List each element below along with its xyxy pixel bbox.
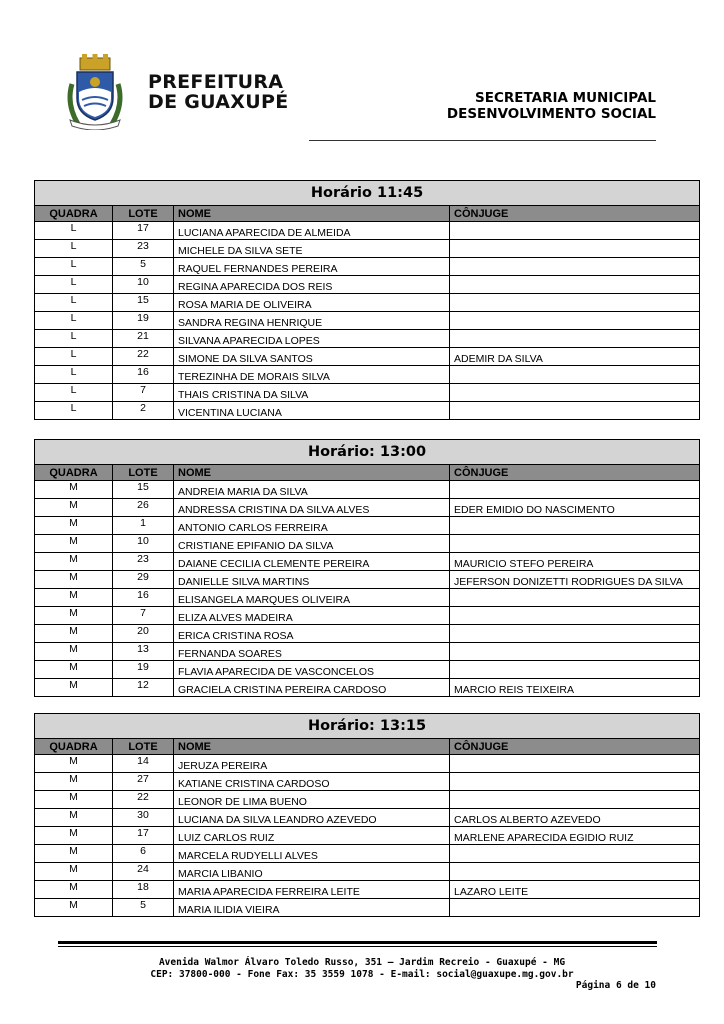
cell-quadra: M [35,809,113,827]
cell-nome: REGINA APARECIDA DOS REIS [174,276,450,294]
table-row [35,276,700,294]
column-header-lote: LOTE [113,206,174,222]
cell-quadra: M [35,773,113,791]
cell-lote: 15 [113,481,174,499]
cell-conjuge [450,899,700,917]
brand-name [148,72,289,112]
cell-quadra: L [35,402,113,420]
cell-nome: SANDRA REGINA HENRIQUE [174,312,450,330]
cell-conjuge [450,589,700,607]
column-header-nome: NOME [174,465,450,481]
cell-lote: 17 [113,222,174,240]
cell-conjuge [450,791,700,809]
table-row [35,517,700,535]
table-row [35,809,700,827]
cell-lote: 10 [113,535,174,553]
cell-conjuge [450,535,700,553]
schedule-table [34,439,700,697]
cell-nome: ANDREIA MARIA DA SILVA [174,481,450,499]
cell-conjuge [450,643,700,661]
cell-lote: 12 [113,679,174,697]
cell-lote: 20 [113,625,174,643]
cell-quadra: M [35,881,113,899]
table-row [35,881,700,899]
column-header-row [35,739,700,755]
cell-nome: GRACIELA CRISTINA PEREIRA CARDOSO [174,679,450,697]
cell-lote: 16 [113,366,174,384]
cell-nome: SILVANA APARECIDA LOPES [174,330,450,348]
table-row [35,402,700,420]
cell-conjuge [450,294,700,312]
cell-lote: 7 [113,384,174,402]
cell-nome: LUIZ CARLOS RUIZ [174,827,450,845]
cell-lote: 23 [113,553,174,571]
cell-lote: 2 [113,402,174,420]
department-line1: SECRETARIA MUNICIPAL [475,90,656,106]
table-row [35,661,700,679]
department-name [447,90,656,122]
cell-quadra: L [35,240,113,258]
cell-nome: ERICA CRISTINA ROSA [174,625,450,643]
table-row [35,899,700,917]
table-row [35,240,700,258]
schedule-table [34,713,700,917]
table-row [35,863,700,881]
table-row [35,679,700,697]
table-row [35,553,700,571]
table-row [35,607,700,625]
cell-quadra: L [35,330,113,348]
cell-nome: RAQUEL FERNANDES PEREIRA [174,258,450,276]
table-row [35,294,700,312]
column-header-lote: LOTE [113,739,174,755]
cell-quadra: M [35,571,113,589]
cell-conjuge [450,625,700,643]
cell-quadra: M [35,535,113,553]
municipal-coat-of-arms-icon [64,54,126,130]
cell-nome: LEONOR DE LIMA BUENO [174,791,450,809]
table-row [35,755,700,773]
cell-conjuge [450,330,700,348]
cell-lote: 30 [113,809,174,827]
footer-divider-thin [58,946,657,947]
header-divider [309,140,656,141]
table-row [35,791,700,809]
cell-conjuge [450,366,700,384]
cell-lote: 27 [113,773,174,791]
cell-lote: 17 [113,827,174,845]
cell-lote: 18 [113,881,174,899]
section-title-row [35,714,700,739]
cell-quadra: L [35,294,113,312]
cell-nome: MARIA ILIDIA VIEIRA [174,899,450,917]
table-row [35,535,700,553]
cell-conjuge [450,402,700,420]
cell-quadra: M [35,661,113,679]
cell-quadra: L [35,222,113,240]
cell-conjuge: CARLOS ALBERTO AZEVEDO [450,809,700,827]
cell-nome: VICENTINA LUCIANA [174,402,450,420]
cell-conjuge: MARLENE APARECIDA EGIDIO RUIZ [450,827,700,845]
cell-nome: CRISTIANE EPIFANIO DA SILVA [174,535,450,553]
cell-conjuge [450,845,700,863]
table-row [35,481,700,499]
cell-nome: TEREZINHA DE MORAIS SILVA [174,366,450,384]
cell-lote: 6 [113,845,174,863]
cell-conjuge [450,222,700,240]
cell-quadra: M [35,899,113,917]
column-header-nome: NOME [174,739,450,755]
table-row [35,773,700,791]
cell-quadra: L [35,348,113,366]
cell-lote: 14 [113,755,174,773]
cell-lote: 29 [113,571,174,589]
table-row [35,222,700,240]
cell-lote: 19 [113,312,174,330]
cell-lote: 19 [113,661,174,679]
section-title: Horário: 13:00 [35,440,700,465]
cell-quadra: M [35,643,113,661]
cell-quadra: M [35,863,113,881]
cell-quadra: M [35,827,113,845]
cell-conjuge: MAURICIO STEFO PEREIRA [450,553,700,571]
cell-quadra: M [35,625,113,643]
cell-lote: 10 [113,276,174,294]
cell-lote: 5 [113,258,174,276]
schedule-table [34,180,700,420]
table-row [35,571,700,589]
cell-conjuge [450,661,700,679]
brand-line2: DE GUAXUPÉ [148,91,289,113]
cell-quadra: M [35,553,113,571]
column-header-quadra: QUADRA [35,465,113,481]
cell-lote: 5 [113,899,174,917]
table-row [35,366,700,384]
column-header-quadra: QUADRA [35,739,113,755]
cell-conjuge [450,755,700,773]
table-row [35,348,700,366]
cell-nome: ELIZA ALVES MADEIRA [174,607,450,625]
cell-nome: MARCELA RUDYELLI ALVES [174,845,450,863]
cell-lote: 23 [113,240,174,258]
cell-lote: 24 [113,863,174,881]
cell-quadra: M [35,679,113,697]
section-title-row [35,181,700,206]
department-line2: DESENVOLVIMENTO SOCIAL [446,106,656,122]
footer-contact: CEP: 37800-000 - Fone Fax: 35 3559 1078 - E-mail: social@guaxupe.mg.gov.br [150,969,574,980]
cell-conjuge [450,276,700,294]
cell-conjuge [450,517,700,535]
cell-quadra: M [35,481,113,499]
cell-quadra: M [35,589,113,607]
cell-lote: 13 [113,643,174,661]
table-row [35,499,700,517]
footer-divider-thick [58,941,657,944]
cell-conjuge [450,481,700,499]
cell-conjuge [450,258,700,276]
table-row [35,625,700,643]
cell-quadra: L [35,366,113,384]
cell-quadra: M [35,845,113,863]
footer-address: Avenida Walmor Álvaro Toledo Russo, 351 – Jardim Recreio - Guaxupé - MG [158,957,566,968]
cell-nome: ROSA MARIA DE OLIVEIRA [174,294,450,312]
cell-nome: KATIANE CRISTINA CARDOSO [174,773,450,791]
cell-nome: ANDRESSA CRISTINA DA SILVA ALVES [174,499,450,517]
column-header-conjuge: CÔNJUGE [450,206,700,222]
column-header-conjuge: CÔNJUGE [450,739,700,755]
cell-nome: ELISANGELA MARQUES OLIVEIRA [174,589,450,607]
cell-conjuge [450,773,700,791]
cell-quadra: M [35,499,113,517]
cell-nome: ANTONIO CARLOS FERREIRA [174,517,450,535]
cell-lote: 1 [113,517,174,535]
column-header-conjuge: CÔNJUGE [450,465,700,481]
cell-quadra: L [35,312,113,330]
cell-quadra: M [35,755,113,773]
table-row [35,384,700,402]
cell-nome: MICHELE DA SILVA SETE [174,240,450,258]
table-row [35,258,700,276]
cell-lote: 7 [113,607,174,625]
cell-conjuge: MARCIO REIS TEIXEIRA [450,679,700,697]
column-header-nome: NOME [174,206,450,222]
column-header-lote: LOTE [113,465,174,481]
table-row [35,589,700,607]
table-row [35,643,700,661]
table-row [35,845,700,863]
cell-nome: JERUZA PEREIRA [174,755,450,773]
cell-nome: DAIANE CECILIA CLEMENTE PEREIRA [174,553,450,571]
page-number: Página 6 de 10 [575,980,656,991]
cell-lote: 15 [113,294,174,312]
cell-quadra: L [35,276,113,294]
cell-conjuge [450,312,700,330]
table-row [35,312,700,330]
cell-nome: MARIA APARECIDA FERREIRA LEITE [174,881,450,899]
cell-conjuge: LAZARO LEITE [450,881,700,899]
cell-lote: 22 [113,791,174,809]
section-title: Horário: 13:15 [35,714,700,739]
column-header-row [35,206,700,222]
cell-conjuge: EDER EMIDIO DO NASCIMENTO [450,499,700,517]
section-title-row [35,440,700,465]
table-row [35,827,700,845]
cell-nome: SIMONE DA SILVA SANTOS [174,348,450,366]
cell-nome: LUCIANA APARECIDA DE ALMEIDA [174,222,450,240]
cell-conjuge [450,607,700,625]
cell-quadra: L [35,258,113,276]
cell-lote: 22 [113,348,174,366]
cell-lote: 21 [113,330,174,348]
cell-nome: MARCIA LIBANIO [174,863,450,881]
cell-quadra: M [35,791,113,809]
cell-conjuge [450,240,700,258]
cell-nome: FERNANDA SOARES [174,643,450,661]
column-header-row [35,465,700,481]
cell-conjuge [450,863,700,881]
page-header [0,0,724,150]
cell-quadra: M [35,607,113,625]
cell-conjuge: JEFERSON DONIZETTI RODRIGUES DA SILVA [450,571,700,589]
cell-conjuge: ADEMIR DA SILVA [450,348,700,366]
cell-quadra: M [35,517,113,535]
column-header-quadra: QUADRA [35,206,113,222]
cell-quadra: L [35,384,113,402]
cell-nome: DANIELLE SILVA MARTINS [174,571,450,589]
cell-nome: THAIS CRISTINA DA SILVA [174,384,450,402]
cell-nome: LUCIANA DA SILVA LEANDRO AZEVEDO [174,809,450,827]
cell-lote: 16 [113,589,174,607]
cell-conjuge [450,384,700,402]
cell-nome: FLAVIA APARECIDA DE VASCONCELOS [174,661,450,679]
brand-line1: PREFEITURA [148,71,284,93]
section-title: Horário 11:45 [35,181,700,206]
prefeitura-logo [48,34,310,142]
table-row [35,330,700,348]
cell-lote: 26 [113,499,174,517]
